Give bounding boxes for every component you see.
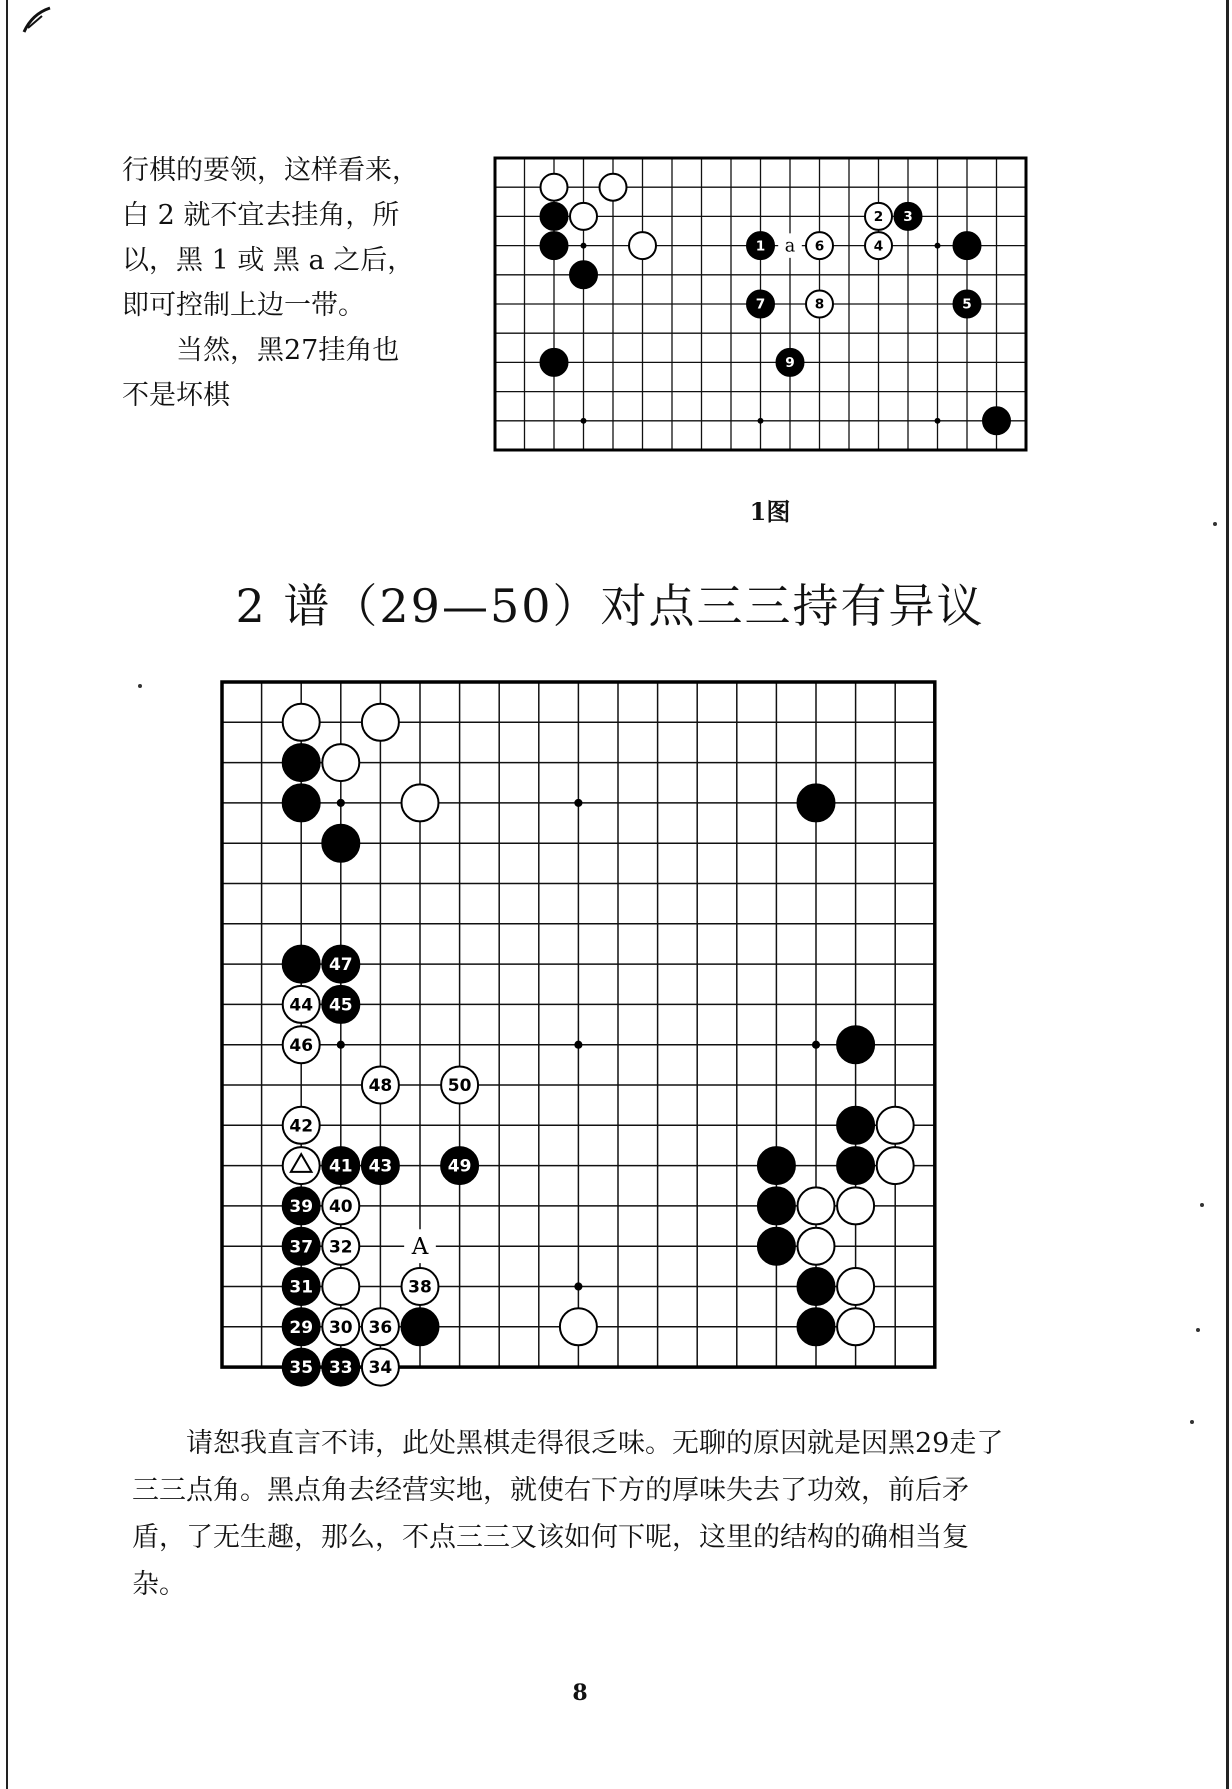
move-number-label: 42 [289,1116,314,1137]
black-stone [541,232,568,259]
black-stone [798,784,835,821]
black-stone [758,1147,795,1184]
intro-line: 白 2 就不宜去挂角，所 [122,200,400,231]
black-stone [837,1147,874,1184]
white-stone [798,1187,835,1224]
move-number-label: 2 [873,209,884,226]
move-number-label: 41 [328,1156,353,1177]
move-number-label: 5 [962,296,972,313]
hoshi-point [935,243,941,249]
move-number-label: 35 [289,1358,314,1379]
black-stone [798,1268,835,1305]
section-title: 2 谱（29—50）对点三三持有异议 [235,579,985,633]
white-stone [629,232,656,259]
intro-line: 即可控制上边一带。 [122,290,365,321]
scan-speck [1213,522,1217,526]
move-number-label: 48 [368,1076,393,1097]
move-number-label: 39 [289,1197,314,1218]
hoshi-point [337,1041,345,1049]
move-number-label: 36 [368,1317,393,1338]
commentary-paragraph [132,1420,1022,1608]
black-stone [570,261,597,288]
black-stone [541,349,568,376]
white-stone [570,203,597,230]
move-number-label: 40 [328,1197,353,1218]
hoshi-point [337,799,345,807]
go-board-figure-2 [218,678,943,1413]
move-number-label: 7 [755,296,766,313]
go-board-figure-1 [490,155,1030,460]
white-stone [322,744,359,781]
white-stone [877,1147,914,1184]
black-stone [758,1228,795,1265]
position-mark-label: a [784,236,796,257]
move-number-label: 31 [289,1277,314,1298]
white-stone [837,1268,874,1305]
move-number-label: 34 [368,1358,393,1379]
scan-speck [138,684,142,688]
intro-line: 以，黑 1 或 黑 a 之后， [122,245,415,276]
intro-line: 当然，黑27挂角也 [176,335,400,366]
hoshi-point [574,799,582,807]
white-stone [877,1107,914,1144]
black-stone [983,407,1010,434]
move-number-label: 3 [903,209,913,226]
intro-line: 行棋的要领，这样看来， [122,155,419,186]
move-number-label: 44 [289,995,314,1016]
scan-speck [1200,1203,1204,1207]
hoshi-point [581,243,587,249]
move-number-label: 1 [755,238,766,255]
white-stone [798,1228,835,1265]
move-number-label: 4 [873,238,884,255]
white-stone [837,1187,874,1224]
black-stone [758,1187,795,1224]
move-number-label: 43 [368,1156,393,1177]
white-stone [283,704,320,741]
intro-line: 不是坏棋 [122,380,230,411]
move-number-label: 29 [289,1317,314,1338]
white-stone [600,174,627,201]
page-number: 8 [572,1680,588,1706]
black-stone [283,946,320,983]
black-stone [283,784,320,821]
white-stone [560,1308,597,1345]
scan-speck [1196,1328,1200,1332]
hoshi-point [574,1041,582,1049]
white-stone [541,174,568,201]
white-stone [362,704,399,741]
commentary-text: 请恕我直言不讳，此处黑棋走得很乏味。无聊的原因就是因黑29走了三三点角。黑点角去经营实地，就使右下方的厚味失去了功效，前后矛盾，了无生趣，那么，不点三三又该如何下呢，这里的结构的确相当复杂。 [132,1428,1004,1600]
move-number-label: 50 [447,1076,472,1097]
move-number-label: 37 [289,1237,314,1258]
intro-paragraph [122,148,492,418]
move-number-label: 49 [447,1156,472,1177]
black-stone [798,1308,835,1345]
figure-caption: 1图 [749,497,791,526]
hoshi-point [574,1282,582,1290]
page-border-right [1226,0,1229,1789]
black-stone [837,1026,874,1063]
white-stone [402,784,439,821]
hoshi-point [812,1041,820,1049]
scan-speck [1190,1420,1194,1424]
move-number-label: 9 [785,355,795,372]
move-number-label: 6 [814,238,825,255]
move-number-label: 38 [408,1277,432,1298]
page-border-left [6,0,8,1789]
white-stone [837,1308,874,1345]
move-number-label: 8 [814,296,825,313]
hoshi-point [758,418,764,424]
move-number-label: 45 [328,995,353,1016]
white-stone [322,1268,359,1305]
scan-mark [22,6,56,36]
move-number-label: 46 [289,1035,314,1056]
black-stone [541,203,568,230]
move-number-label: 30 [328,1317,353,1338]
move-number-label: 32 [328,1237,353,1258]
move-number-label: 47 [328,955,353,976]
black-stone [837,1107,874,1144]
black-stone [402,1308,439,1345]
black-stone [322,825,359,862]
hoshi-point [935,418,941,424]
black-stone [283,744,320,781]
move-number-label: 33 [328,1358,353,1379]
hoshi-point [581,418,587,424]
position-mark-label: A [411,1233,429,1260]
black-stone [954,232,981,259]
